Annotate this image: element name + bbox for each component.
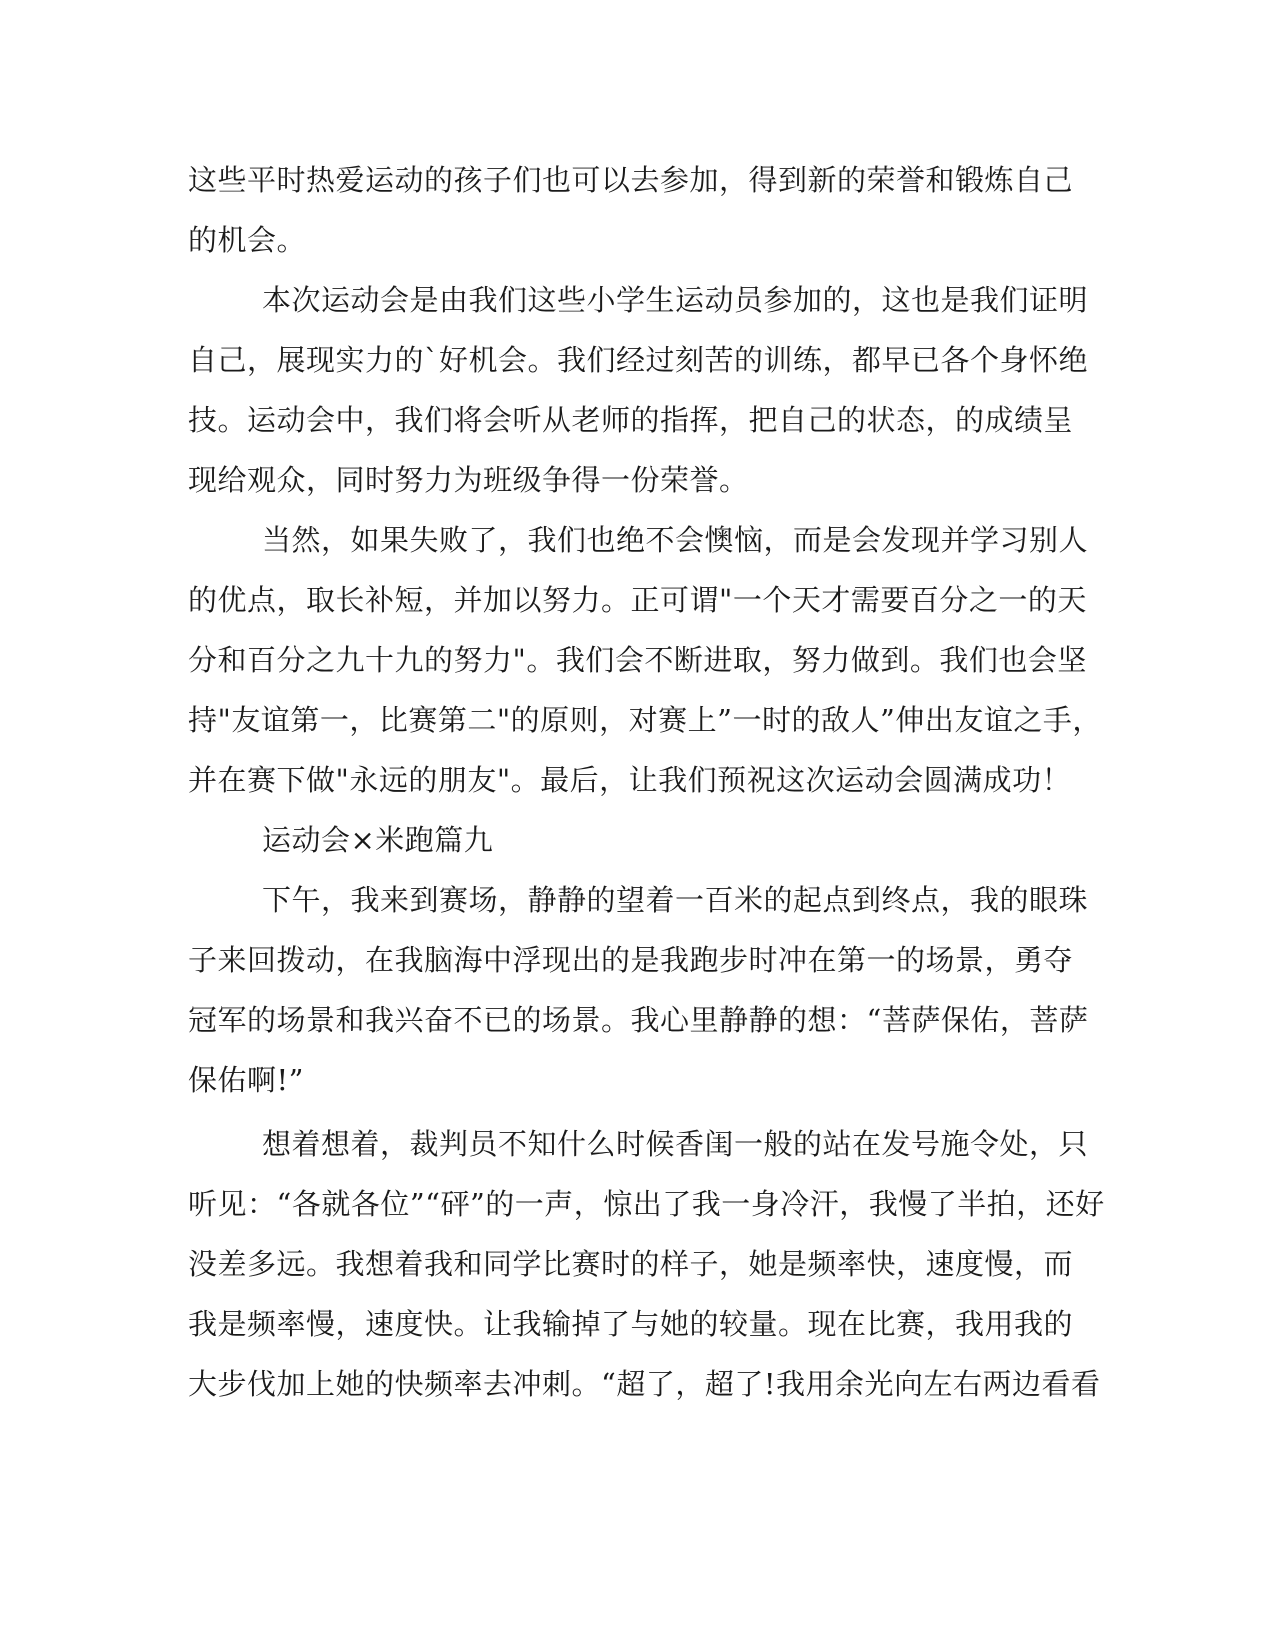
text-line: 的机会。 xyxy=(188,223,307,257)
text-line: 冠军的场景和我兴奋不已的场景。我心里静静的想：“菩萨保佑，菩萨 xyxy=(188,1003,1089,1037)
section-heading: 运动会×米跑篇九 xyxy=(262,823,494,857)
text-line: 当然，如果失败了，我们也绝不会懊恼，而是会发现并学习别人 xyxy=(262,523,1089,557)
text-line: 没差多远。我想着我和同学比赛时的样子，她是频率快，速度慢，而 xyxy=(188,1247,1074,1281)
text-line: 技。运动会中，我们将会听从老师的指挥，把自己的状态，的成绩呈 xyxy=(188,403,1074,437)
text-line: 分和百分之九十九的努力"。我们会不断进取，努力做到。我们也会坚 xyxy=(188,643,1087,677)
text-line: 的优点，取长补短，并加以努力。正可谓"一个天才需要百分之一的天 xyxy=(188,583,1087,617)
text-line: 想着想着，裁判员不知什么时候香闺一般的站在发号施令处，只 xyxy=(262,1127,1089,1161)
text-line: 保佑啊!” xyxy=(188,1063,304,1097)
text-line: 自己，展现实力的`好机会。我们经过刻苦的训练，都早已各个身怀绝 xyxy=(188,343,1089,377)
text-line: 并在赛下做"永远的朋友"。最后，让我们预祝这次运动会圆满成功！ xyxy=(188,763,1072,797)
text-line: 这些平时热爱运动的孩子们也可以去参加，得到新的荣誉和锻炼自己 xyxy=(188,163,1074,197)
text-line: 现给观众，同时努力为班级争得一份荣誉。 xyxy=(188,463,749,497)
text-line: 下午，我来到赛场，静静的望着一百米的起点到终点，我的眼珠 xyxy=(262,883,1089,917)
text-line: 我是频率慢，速度快。让我输掉了与她的较量。现在比赛，我用我的 xyxy=(188,1307,1074,1341)
text-line: 持"友谊第一，比赛第二"的原则，对赛上”一时的敌人”伸出友谊之手， xyxy=(188,703,1102,737)
text-line: 本次运动会是由我们这些小学生运动员参加的，这也是我们证明 xyxy=(262,283,1089,317)
text-line: 子来回拨动，在我脑海中浮现出的是我跑步时冲在第一的场景，勇夺 xyxy=(188,943,1074,977)
text-line: 听见：“各就各位”“砰”的一声，惊出了我一身冷汗，我慢了半拍，还好 xyxy=(188,1187,1105,1221)
text-line: 大步伐加上她的快频率去冲刺。“超了，超了!我用余光向左右两边看看 xyxy=(188,1367,1101,1401)
